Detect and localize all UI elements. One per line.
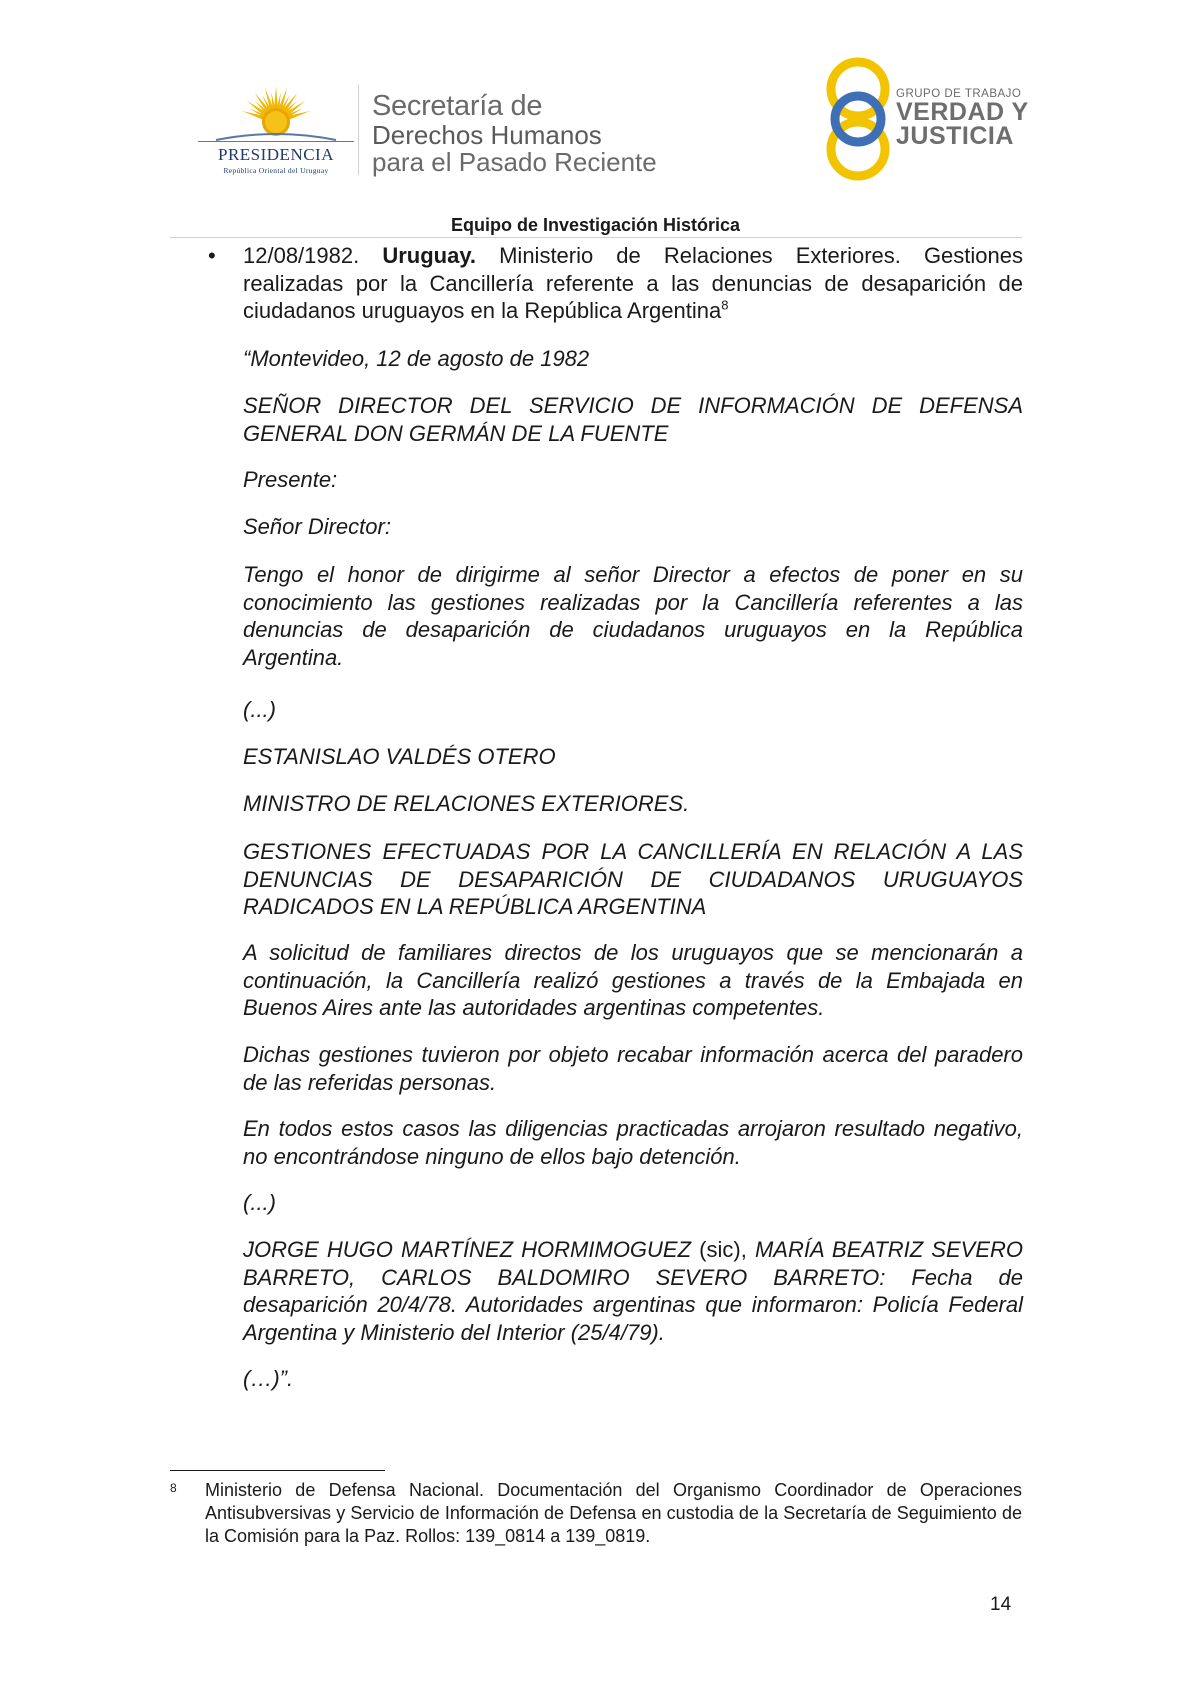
presidencia-divider [198, 141, 354, 142]
footnote-text: Ministerio de Defensa Nacional. Documentación del Organismo Coordinador de Operaciones Antisubversivas y Servicio de Información de Defensa en custodia de la Secretaría de Seguimiento de la Comisión para la Paz. Rollos: 139_0814 a 139_0819. [205, 1480, 1022, 1546]
letter-date: “Montevideo, 12 de agosto de 1982 [243, 346, 590, 371]
ellipsis-2: (...) [243, 1190, 276, 1215]
secretaria-line2: Derechos Humanos [372, 120, 602, 150]
footnote-ref: 8 [721, 297, 729, 313]
section-heading: GESTIONES EFECTUADAS POR LA CANCILLERÍA EN RELACIÓN A LAS DENUNCIAS DE DESAPARICIÓN DE CIUDADANOS URUGUAYOS RADICADOS EN LA REPÚBLICA ARGENTINA [243, 839, 1023, 919]
gt-line2: JUSTICIA [896, 122, 1014, 150]
presidencia-sun-logo [196, 80, 356, 180]
secretaria-line1: Secretaría de [372, 90, 543, 122]
secretaria-logo-text [372, 90, 712, 176]
names-sic: (sic), [691, 1237, 755, 1262]
presidencia-sublabel: República Oriental del Uruguay [223, 166, 329, 175]
entry-text: Ministerio de Relaciones Exteriores. Gestiones realizadas por la Cancillería referente a las denuncias de desaparición de ciudadanos uruguayos en la República Argentina [243, 243, 1024, 323]
secretaria-line3: para el Pasado Reciente [372, 147, 657, 177]
letter-salutation: Señor Director: [243, 514, 391, 539]
ellipsis-1: (...) [243, 697, 276, 722]
header-divider [358, 85, 359, 175]
paragraph-solicitud: A solicitud de familiares directos de los uruguayos que se mencionarán a continuación, la Cancillería realizó gestiones a través de la Embajada en Buenos Aires ante las autoridades argentinas competentes. [243, 940, 1023, 1020]
verdad-justicia-rings-logo [820, 56, 896, 182]
footnote-number: 8 [170, 1481, 177, 1495]
team-title: Equipo de Investigación Histórica [450, 215, 741, 235]
entry-country: Uruguay. [382, 243, 477, 268]
names-part-c: MARÍA BEATRIZ SEVERO BARRETO, CARLOS BALDOMIRO SEVERO BARRETO: Fecha de desaparición 20/4/78. Autoridades argentinas que informaron: Policía Federal Argentina y Ministerio del Interior (25/4/79). [243, 1237, 1024, 1345]
paragraph-names [243, 1236, 1023, 1346]
bullet-marker: • [208, 243, 216, 268]
letter-presente: Presente: [243, 467, 338, 492]
closing-ellipsis: (…)”. [243, 1366, 294, 1391]
entry-date: 12/08/1982. [243, 243, 360, 268]
signer-name: ESTANISLAO VALDÉS OTERO [243, 744, 556, 769]
names-part-a: JORGE HUGO MARTÍNEZ HORMIMOGUEZ [243, 1237, 692, 1262]
paragraph-gestiones: Dichas gestiones tuvieron por objeto recabar información acerca del paradero de las referidas personas. [243, 1042, 1023, 1095]
verdad-justicia-text [896, 88, 1036, 148]
letter-body: Tengo el honor de dirigirme al señor Director a efectos de poner en su conocimiento las gestiones realizadas por la Cancillería referentes a las denuncias de desaparición de ciudadanos uruguayos en la República Argentina. [243, 562, 1023, 670]
letter-addressee: SEÑOR DIRECTOR DEL SERVICIO DE INFORMACIÓN DE DEFENSA GENERAL DON GERMÁN DE LA FUENTE [243, 393, 1023, 446]
footnote-rule [170, 1470, 385, 1471]
presidencia-label: PRESIDENCIA [217, 145, 334, 164]
page-number: 14 [990, 1594, 1012, 1615]
gt-line1: VERDAD Y [896, 98, 1029, 126]
gt-small-label: GRUPO DE TRABAJO [896, 88, 1022, 100]
entry-paragraph [243, 242, 1023, 325]
header-rule [170, 237, 1022, 238]
signer-title: MINISTRO DE RELACIONES EXTERIORES. [243, 791, 690, 816]
paragraph-diligencias: En todos estos casos las diligencias practicadas arrojaron resultado negativo, no encontrándose ninguno de ellos bajo detención. [243, 1116, 1023, 1169]
